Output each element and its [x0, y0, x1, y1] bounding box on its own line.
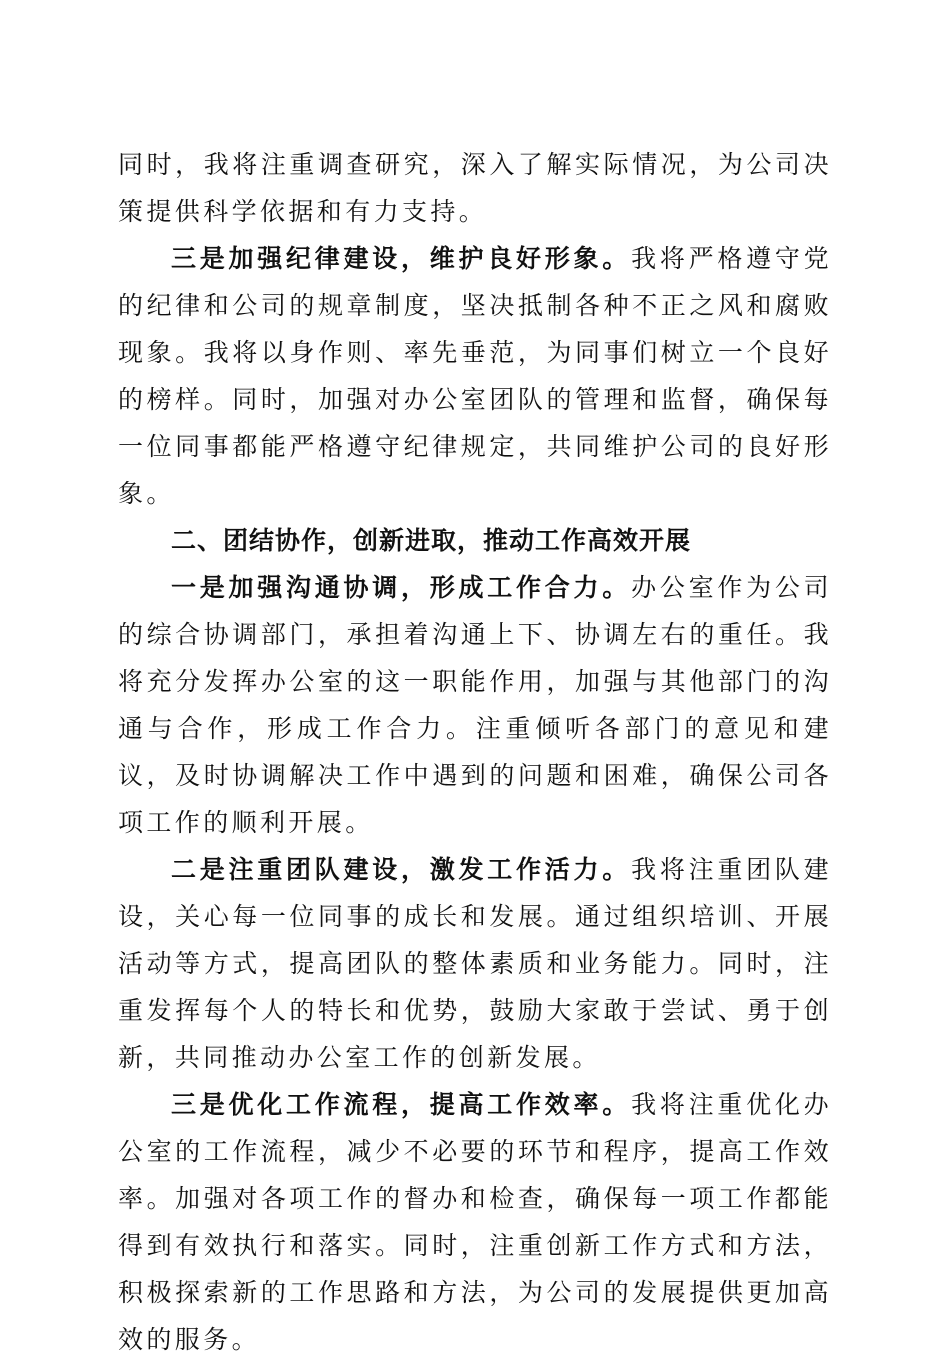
- paragraph-lead: 三是加强纪律建设，维护良好形象。: [171, 244, 632, 273]
- paragraph-text: 我将注重团队建设，关心每一位同事的成长和发展。通过组织培训、开展活动等方式，提高团队的整体素质和业务能力。同时，注重发挥每个人的特长和优势，鼓励大家敢于尝试、勇于创新，共同推动办公室工作的创新发展。: [118, 855, 832, 1072]
- paragraph-discipline: [118, 235, 832, 517]
- paragraph-lead: 二是注重团队建设，激发工作活力。: [171, 855, 632, 884]
- paragraph-continuation: [118, 141, 832, 235]
- paragraph-team-building: [118, 846, 832, 1081]
- paragraph-workflow: [118, 1081, 832, 1363]
- paragraph-text: 我将注重优化办公室的工作流程，减少不必要的环节和程序，提高工作效率。加强对各项工作的督办和检查，确保每一项工作都能得到有效执行和落实。同时，注重创新工作方式和方法，积极探索新的工作思路和方法，为公司的发展提供更加高效的服务。: [118, 1090, 832, 1354]
- paragraph-lead: 一是加强沟通协调，形成工作合力。: [171, 573, 632, 602]
- paragraph-text: 我将严格遵守党的纪律和公司的规章制度，坚决抵制各种不正之风和腐败现象。我将以身作则、率先垂范，为同事们树立一个良好的榜样。同时，加强对办公室团队的管理和监督，确保每一位同事都能严格遵守纪律规定，共同维护公司的良好形象。: [118, 244, 832, 508]
- paragraph-text: 办公室作为公司的综合协调部门，承担着沟通上下、协调左右的重任。我将充分发挥办公室的这一职能作用，加强与其他部门的沟通与合作，形成工作合力。注重倾听各部门的意见和建议，及时协调解决工作中遇到的问题和困难，确保公司各项工作的顺利开展。: [118, 573, 832, 837]
- paragraph-communication: [118, 564, 832, 846]
- paragraph-text: 同时，我将注重调查研究，深入了解实际情况，为公司决策提供科学依据和有力支持。: [118, 150, 832, 226]
- paragraph-lead: 三是优化工作流程，提高工作效率。: [171, 1090, 632, 1119]
- section-heading: 二、团结协作，创新进取，推动工作高效开展: [171, 526, 692, 555]
- document-body: [118, 141, 832, 1363]
